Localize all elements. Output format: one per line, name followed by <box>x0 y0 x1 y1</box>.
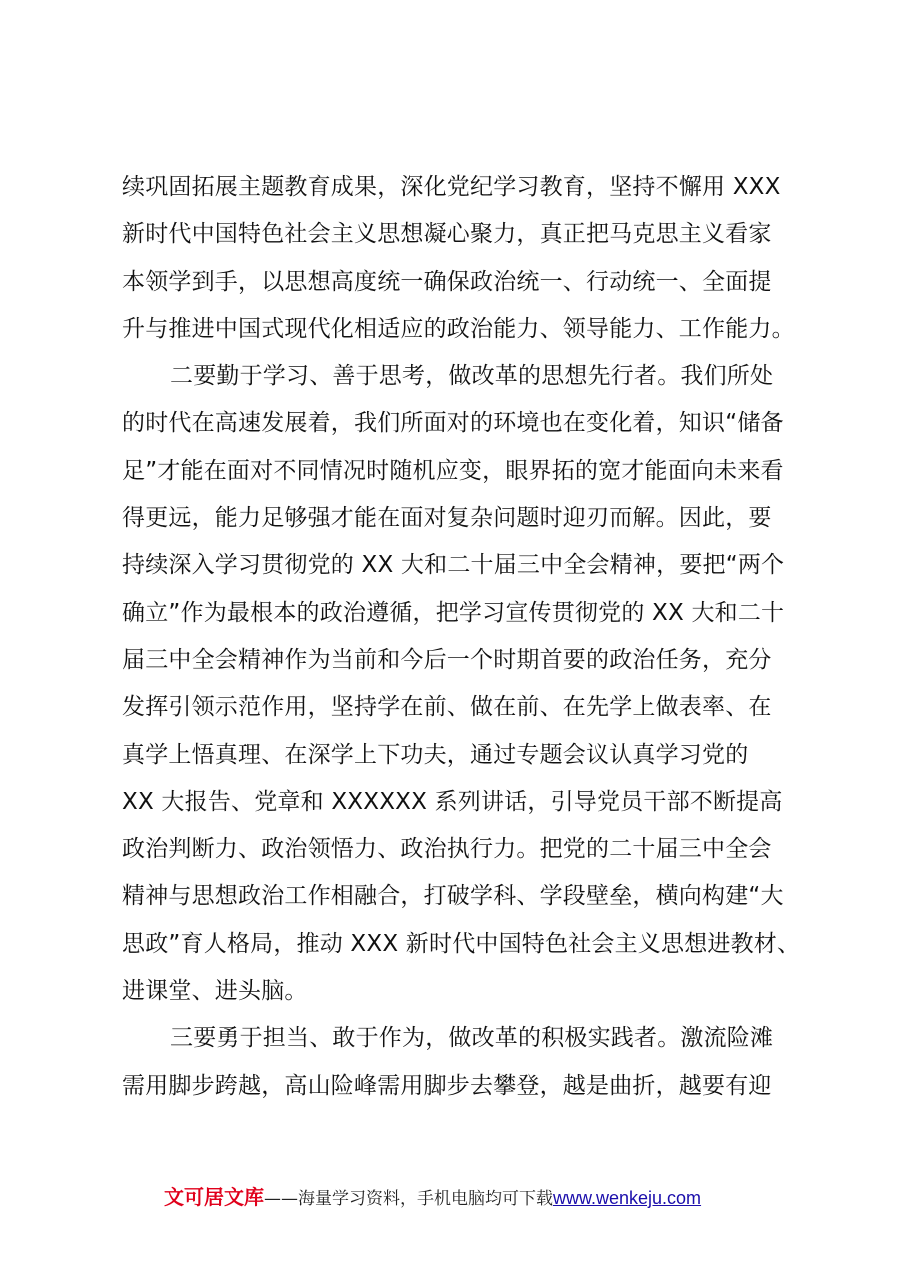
text-line: 精神与思想政治工作相融合，打破学科、学段壁垒，横向构建“大 <box>122 883 784 910</box>
text-line: 届三中全会精神作为当前和今后一个时期首要的政治任务，充分 <box>122 646 772 673</box>
text-line: 本领学到手，以思想高度统一确保政治统一、行动统一、全面提 <box>122 268 772 295</box>
text-line: 升与推进中国式现代化相适应的政治能力、领导能力、工作能力。 <box>122 315 795 342</box>
footer-slogan: ——海量学习资料，手机电脑均可下载 <box>264 1189 553 1209</box>
text-line: XX 大报告、党章和 XXXXXX 系列讲话，引导党员干部不断提高 <box>122 788 783 815</box>
text-line: 新时代中国特色社会主义思想凝心聚力，真正把马克思主义看家 <box>122 221 772 248</box>
text-line: 真学上悟真理、在深学上下功夫，通过专题会议认真学习党的 <box>122 741 749 768</box>
document-body <box>122 164 801 1110</box>
text-line: 发挥引领示范作用，坚持学在前、做在前、在先学上做表率、在 <box>122 694 772 721</box>
footer-banner <box>164 1183 701 1211</box>
text-line: 需用脚步跨越，高山险峰需用脚步去攀登，越是曲折，越要有迎 <box>122 1072 772 1099</box>
footer-brand: 文可居文库 <box>164 1185 264 1209</box>
footer-url-link[interactable]: www.wenkeju.com <box>553 1188 702 1208</box>
text-line: 政治判断力、政治领悟力、政治执行力。把党的二十届三中全会 <box>122 836 772 863</box>
text-line: 持续深入学习贯彻党的 XX 大和二十届三中全会精神，要把“两个 <box>122 552 785 579</box>
text-line: 确立”作为最根本的政治遵循，把学习宣传贯彻党的 XX 大和二十 <box>122 599 785 626</box>
text-line: 进课堂、进头脑。 <box>122 978 308 1005</box>
text-line: 的时代在高速发展着，我们所面对的环境也在变化着，知识“储备 <box>122 410 784 437</box>
text-line: 思政”育人格局，推动 XXX 新时代中国特色社会主义思想进教材、 <box>122 930 801 957</box>
text-line: 得更远，能力足够强才能在面对复杂问题时迎刃而解。因此，要 <box>122 505 772 532</box>
paragraph-start-line: 二要勤于学习、善于思考，做改革的思想先行者。我们所处 <box>170 363 774 390</box>
text-line: 续巩固拓展主题教育成果，深化党纪学习教育，坚持不懈用 XXX <box>122 174 781 200</box>
paragraph-start-line: 三要勇于担当、敢于作为，做改革的积极实践者。激流险滩 <box>170 1025 774 1052</box>
text-line: 足”才能在面对不同情况时随机应变，眼界拓的宽才能面向未来看 <box>122 457 784 484</box>
